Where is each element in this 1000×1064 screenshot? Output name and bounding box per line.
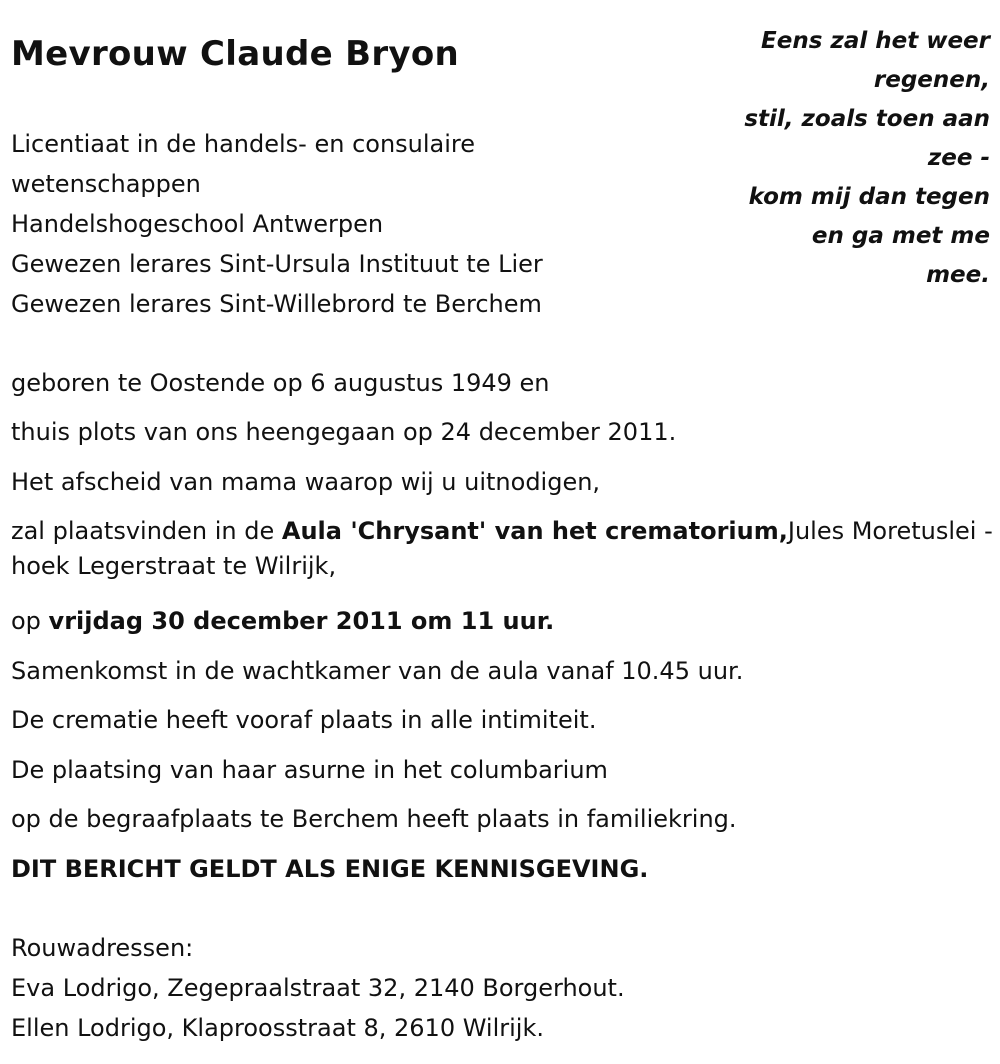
urn-line-2: op de begraafplaats te Berchem heeft plaats in familiekring.	[11, 805, 737, 833]
poem	[735, 22, 990, 295]
date-prefix: op	[11, 607, 49, 635]
poem-line: stil, zoals toen aan	[744, 106, 990, 132]
location-address: Jules Moretuslei - hoek Legerstraat te Wilrijk,	[11, 517, 993, 580]
poem-line: Eens zal het weer	[761, 28, 990, 54]
death-line: thuis plots van ons heengegaan op 24 december 2011.	[11, 418, 677, 446]
birth-line: geboren te Oostende op 6 augustus 1949 en	[11, 369, 550, 397]
invitation-line: Het afscheid van mama waarop wij u uitnodigen,	[11, 468, 601, 496]
mourning-addresses	[11, 928, 625, 1048]
cremation-line: De crematie heeft vooraf plaats in alle intimiteit.	[11, 706, 597, 734]
credential-line: Gewezen lerares Sint-Willebrord te Berchem	[11, 290, 542, 318]
location-venue: Aula 'Chrysant' van het crematorium,	[281, 517, 788, 545]
address-line: Eva Lodrigo, Zegepraalstraat 32, 2140 Borgerhout.	[11, 974, 625, 1002]
credential-line: Handelshogeschool Antwerpen	[11, 210, 384, 238]
credentials	[11, 124, 543, 324]
location-paragraph	[11, 514, 996, 584]
poem-line: en ga met me	[811, 223, 990, 249]
credential-line: wetenschappen	[11, 170, 201, 198]
credential-line: Licentiaat in de handels- en consulaire	[11, 130, 476, 158]
deceased-name-title: Mevrouw Claude Bryon	[11, 34, 460, 74]
poem-line: mee.	[926, 262, 990, 288]
credential-line: Gewezen lerares Sint-Ursula Instituut te Lier	[11, 250, 543, 278]
address-line: Ellen Lodrigo, Klaproosstraat 8, 2610 Wilrijk.	[11, 1014, 544, 1042]
addresses-heading: Rouwadressen:	[11, 934, 194, 962]
gathering-line: Samenkomst in de wachtkamer van de aula vanaf 10.45 uur.	[11, 657, 744, 685]
poem-line: kom mij dan tegen	[748, 184, 990, 210]
poem-line: regenen,	[873, 67, 990, 93]
urn-line-1: De plaatsing van haar asurne in het columbarium	[11, 756, 608, 784]
poem-line: zee -	[927, 145, 990, 171]
date-paragraph	[11, 604, 554, 639]
location-prefix: zal plaatsvinden in de	[11, 517, 282, 545]
ceremony-date: vrijdag 30 december 2011 om 11 uur.	[48, 607, 555, 635]
notice-line: DIT BERICHT GELDT ALS ENIGE KENNISGEVING.	[11, 855, 649, 883]
